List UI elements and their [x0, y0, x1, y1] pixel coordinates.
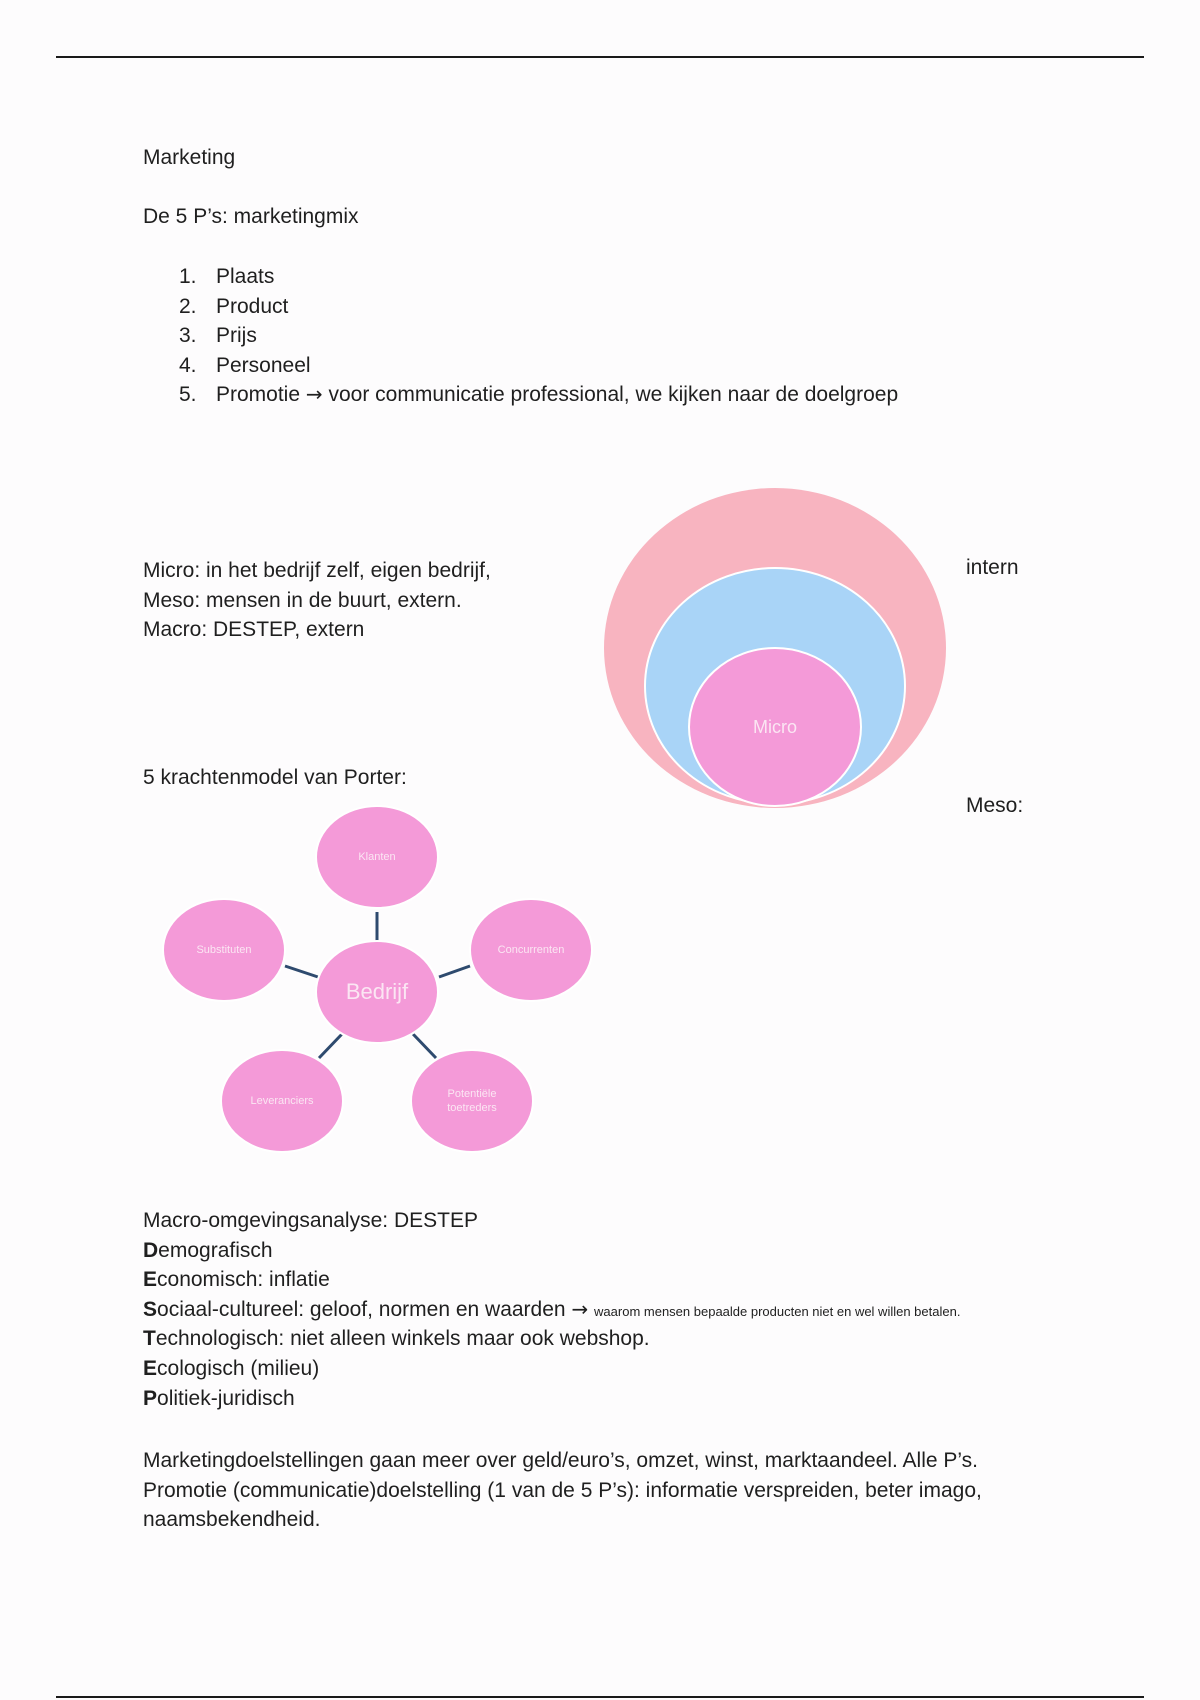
goals-line: Marketingdoelstellingen gaan meer over geld/euro’s, omzet, winst, marktaandeel. Alle P’s. [143, 1449, 979, 1472]
destep-item: Economisch: inflatie [143, 1268, 330, 1292]
list-item: 5. Promotie → voor communicatie professional, we kijken naar de doelgroep [179, 382, 899, 406]
node-label-substituten: Substituten [196, 944, 252, 956]
page-title: Marketing [143, 146, 236, 169]
arrow-right-icon: → [305, 382, 323, 406]
macro-line: Macro: DESTEP, extern [143, 618, 365, 641]
node-label-leveranciers: Leveranciers [250, 1095, 314, 1107]
destep-section [143, 1206, 960, 1413]
micro-circle-label: Micro [753, 717, 797, 737]
list-item: 2. Product [179, 294, 289, 318]
destep-item: Demografisch [143, 1238, 273, 1262]
goals-paragraph [143, 1446, 1083, 1535]
arrow-right-icon: → [571, 1296, 589, 1321]
node-label-klanten: Klanten [358, 851, 396, 863]
goals-line: naamsbekendheid. [143, 1508, 321, 1531]
destep-heading: Macro-omgevingsanalyse: DESTEP [143, 1209, 478, 1232]
node-label-toetreders-2: toetreders [447, 1102, 497, 1114]
destep-item: Sociaal-cultureel: geloof, normen en waarden → waarom mensen bepaalde producten niet en wel willen betalen. [143, 1296, 961, 1321]
porter-heading: 5 krachtenmodel van Porter: [143, 766, 407, 789]
footer-rule [56, 1696, 1144, 1698]
marketingmix-heading: De 5 P’s: marketingmix [143, 205, 359, 228]
micro-line: Micro: in het bedrijf zelf, eigen bedrijf, [143, 559, 491, 582]
list-item: 4. Personeel [179, 353, 311, 377]
destep-item: Politiek-juridisch [143, 1386, 295, 1410]
node-label-bedrijf: Bedrijf [345, 979, 409, 1004]
intern-label: intern [966, 556, 1019, 579]
list-item: 3. Prijs [179, 324, 257, 347]
node-label-concurrenten: Concurrenten [497, 944, 565, 956]
meso-label: Meso: [966, 794, 1024, 817]
list-item: 1. Plaats [179, 265, 275, 288]
meso-line: Meso: mensen in de buurt, extern. [143, 588, 462, 612]
destep-item: Ecologisch (milieu) [143, 1356, 320, 1380]
node-label-toetreders-1: Potentiële [447, 1088, 497, 1100]
porter-node-toetreders [411, 1050, 533, 1152]
goals-line: Promotie (communicatie)doelstelling (1 van de 5 P’s): informatie verspreiden, beter imago, [143, 1478, 982, 1502]
destep-item: Technologisch: niet alleen winkels maar ook webshop. [143, 1327, 650, 1351]
